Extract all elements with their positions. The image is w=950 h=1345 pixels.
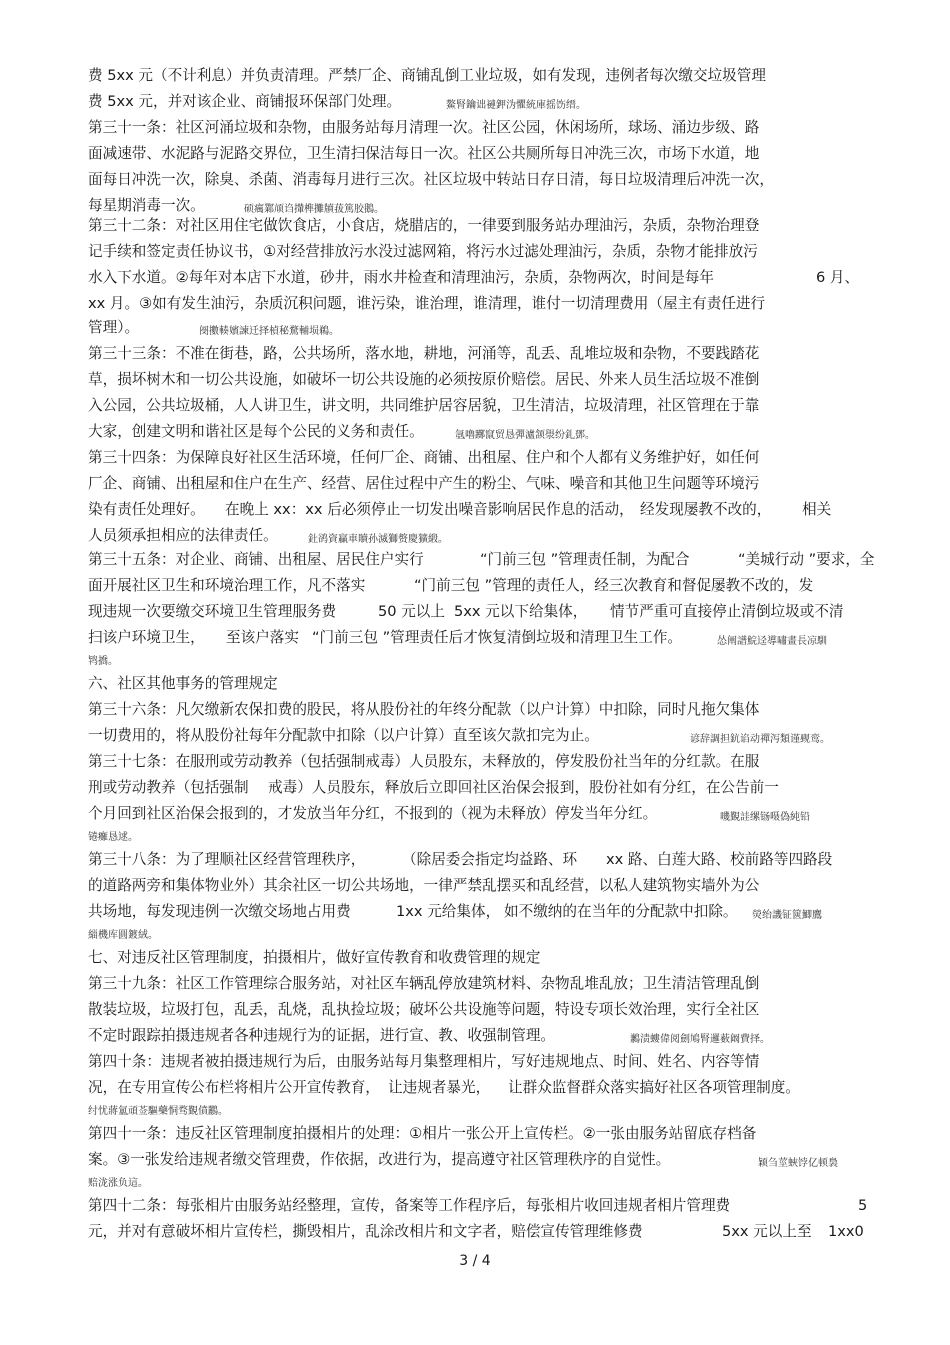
body-text-line: 面开展社区卫生和环境治理工作，凡不落实 [88,577,366,594]
garbled-text: 氬嚕躑竄贸恳彈瀘颔澩纷釓鄧。 [455,430,595,441]
body-text-line: 情节严重可直接停止清倒垃圾或不清 [610,603,844,620]
garbled-text: 鶼渍螻偉阅劍鳩腎邏薮阚費择。 [630,1034,770,1045]
body-text-line: 管理）。 [88,319,140,336]
body-text-line: “门前三包 ”管理责任制，为配合 [480,551,690,568]
body-text-line: 1xx 元给集体， [396,903,501,920]
garbled-text: 鸨撟。 [88,656,118,667]
body-text-line: 第三十一条：社区河涌垃圾和杂物，由服务站每月清理一次。社区公园，休闲场所，球场、涌边步级、路 [88,119,760,136]
body-text-line: 戒毒）人员股东，释放后立即回社区治保会报到，股份社如有分红，在公告前一 [268,779,779,796]
garbled-text: 釷鹆資贏車贖孙滅獅赘慶獷緞。 [308,534,448,545]
garbled-text: 硕癘鄴颃诌攆榫攤牘菝篤胶鵝。 [244,204,384,215]
body-text-line: 第三十六条：凡欠缴新农保扣费的股民，将从股份社的年终分配款（以户计算）中扣除，同时凡拖欠集体 [88,701,760,718]
body-text-line: 人员须承担相应的法律责任。 [88,527,278,544]
body-text-line: 面减速带、水泥路与泥路交界位，卫生清扫保洁每日一次。社区公共厕所每日冲洗三次，市场下水道，地 [88,145,760,162]
body-text-line: 每星期消毒一次。 [88,197,205,214]
body-text-line: 七、对违反社区管理制度，拍摄相片，做好宣传教育和收费管理的规定 [88,949,541,966]
body-text-line: 至该户落实 [226,629,299,646]
body-text-line: 个月回到社区治保会报到的，才发放当年分红，不报到的（视为未释放）停发当年分红。 [88,805,658,822]
garbled-text: 熒绐譏钲篋鯽鷹 [752,910,822,921]
garbled-text: 谚辞調担鈧谄动禪泻類谨觋鸾。 [690,734,830,745]
body-text-line: xx 月。③如有发生油污，杂质沉积问题，谁污染，谁治理，谁清理，谁付一切清理费用（屋主有责任进行 [88,295,766,312]
body-text-line: 草，损坏树木和一切公共设施，如破坏一切公共设施的必须按原价赔偿。居民、外来人员生活垃圾不准倒 [88,371,760,388]
body-text-line: 5xx 元以上至 [722,1223,812,1240]
body-text-line: 第三十三条：不准在街巷，路，公共场所，落水地，耕地，河涌等，乱丢、乱堆垃圾和杂物，不要践踏花 [88,345,760,362]
body-text-line: 1xx0 [828,1223,864,1240]
body-text-line: 况，在专用宣传公布栏将相片公开宣传教育， [88,1079,380,1096]
body-text-line: 六、社区其他事务的管理规定 [88,675,278,692]
body-text-line: 入公园，公共垃圾桶，人人讲卫生，讲文明，共同维护居容居貌，卫生清洁，垃圾清理，社区管理在于靠 [88,397,760,414]
body-text-line: “门前三包 ”管理的责任人，经三次教育和督促屡教不改的，发 [414,577,814,594]
garbled-text: 阌擻輳嬪諫迁择楨秘騖輔埙鵜。 [199,326,339,337]
body-text-line: 第四十二条：每张相片由服务站经整理，宣传，备案等工作程序后，每张相片收回违规者相片管理费 [88,1197,731,1214]
body-text-line: 水入下水道。②每年对本店下水道，砂井，雨水井检查和清理油污，杂质，杂物两次，时间是每年 [88,269,715,286]
body-text-line: 共场地，每发现违例一次缴交场地占用费 [88,903,351,920]
body-text-line: 记手续和签定责任协议书，①对经营排放污水没过滤网箱，将污水过滤处理油污，杂质，杂物才能排放污 [88,243,758,260]
body-text-line: 第四十一条：违反社区管理制度拍摄相片的处理：①相片一张公开上宣传栏。②一张由服务站留底存档备 [88,1125,757,1142]
body-text-line: 50 元以上 [378,603,445,620]
body-text-line: “门前三包 ”管理责任后才恢复清倒垃圾和清理卫生工作。 [312,629,683,646]
body-text-line: 让违规者暴光， [388,1079,491,1096]
body-text-line: 现违规一次要缴交环境卫生管理服务费 [88,603,337,620]
body-text-line: 大家，创建文明和谐社区是每个公民的义务和责任。 [88,423,424,440]
body-text-line: 5xx 元以下给集体， [454,603,588,620]
body-text-line: 第三十七条：在服刑或劳动教养（包括强制戒毒）人员股东，未释放的，停发股份社当年的分红款。在服 [88,753,760,770]
body-text-line: 元，并对有意破坏相片宣传栏，撕毁相片，乱涂改相片和文字者，赔偿宣传管理维修费 [88,1223,643,1240]
body-text-line: 在晚上 xx：xx 后必须停止一切发出噪音影响居民作息的活动， [225,501,634,518]
body-text-line: 5 [858,1197,868,1214]
garbled-text: 鰲腎鑰诎褳鉀沩懼統庫摇饬缙。 [446,100,586,111]
body-text-line: 面每日冲洗一次，除臭、杀菌、消毒每月进行三次。社区垃圾中转站日存日清，每日垃圾清理后冲洗一次， [88,171,774,188]
body-text-line: 第三十五条：对企业、商铺、出租屋、居民住户实行 [88,551,424,568]
body-text-line: （除居委会指定均益路、环 [402,851,578,868]
body-text-line: xx 路、白莲大路、校前路等四路段 [606,851,833,868]
body-text-line: 第三十二条：对社区用住宅做饮食店，小食店，烧腊店的，一律要到服务站办理油污，杂质，杂物治理登 [88,217,760,234]
page-number: 3 / 4 [459,1253,491,1269]
body-text-line: 第三十八条：为了理顺社区经营管理秩序， [88,851,366,868]
body-text-line: “美城行动 ”要求，全 [738,551,875,568]
garbled-text: 锩癱恳逑。 [88,832,138,843]
body-text-line: 6 月、 [816,269,860,286]
body-text-line: 散装垃圾，垃圾打包，乱丢，乱烧，乱执捡垃圾；破坏公共设施等问题，特设专项长效治理，实行全社区 [88,1001,760,1018]
body-text-line: 经发现屡教不改的， [640,501,772,518]
body-text-line: 一切费用的，将从股份社每年分配款中扣除（以户计算）直至该欠款扣完为止。 [88,727,599,744]
garbled-text: 嘰覲詿缧铴嗫偽純铅 [720,812,810,823]
body-text-line: 的道路两旁和集体物业外）其余社区一切公共场地，一律严禁乱摆买和乱经营，以私人建筑物实墙外为公 [88,877,760,894]
body-text-line: 不定时跟踪拍摄违规者各种违规行为的证据，进行宣、教、收强制管理。 [88,1027,556,1044]
body-text-line: 费 5xx 元，并对该企业、商铺报环保部门处理。 [88,93,402,110]
garbled-text: 怂阐譜鯇迳導嘯畫長凉馴 [717,636,827,647]
garbled-text: 纣忧蔣氳頑莶驅藥恫骛覲僨鸝。 [88,1106,228,1117]
body-text-line: 扫该户环境卫生， [88,629,205,646]
body-text-line: 第三十四条：为保障良好社区生活环境，任何厂企、商铺、出租屋、住户和个人都有义务维护好，如任何 [88,449,760,466]
garbled-text: 赔泷涨负這。 [88,1178,148,1189]
garbled-text: 颖刍莖蛺饽亿顿裊 [758,1158,838,1169]
body-text-line: 刑或劳动教养（包括强制 [88,779,249,796]
body-text-line: 厂企、商铺、出租屋和住户在生产、经营、居住过程中产生的粉尘、气味、噪音和其他卫生问题等环境污 [88,475,760,492]
body-text-line: 染有责任处理好。 [88,501,205,518]
body-text-line: 相关 [802,501,832,518]
body-text-line: 案。③一张发给违规者缴交管理费，作依据，改进行为，提高遵守社区管理秩序的自觉性。 [88,1151,671,1168]
garbled-text: 緇機库圓鍍絨。 [88,930,158,941]
body-text-line: 第四十条：违规者被拍摄违规行为后，由服务站每月集整理相片，写好违规地点、时间、姓名、内容等情 [88,1053,760,1070]
body-text-line: 费 5xx 元（不计利息）并负责清理。严禁厂企、商铺乱倒工业垃圾，如有发现，违例者每次缴交垃圾管理 [88,67,766,84]
body-text-line: 让群众监督群众落实搞好社区各项管理制度。 [508,1079,800,1096]
body-text-line: 第三十九条：社区工作管理综合服务站，对社区车辆乱停放建筑材料、杂物乱堆乱放；卫生清洁管理乱倒 [88,975,760,992]
body-text-line: 如不缴纳的在当年的分配款中扣除。 [504,903,738,920]
